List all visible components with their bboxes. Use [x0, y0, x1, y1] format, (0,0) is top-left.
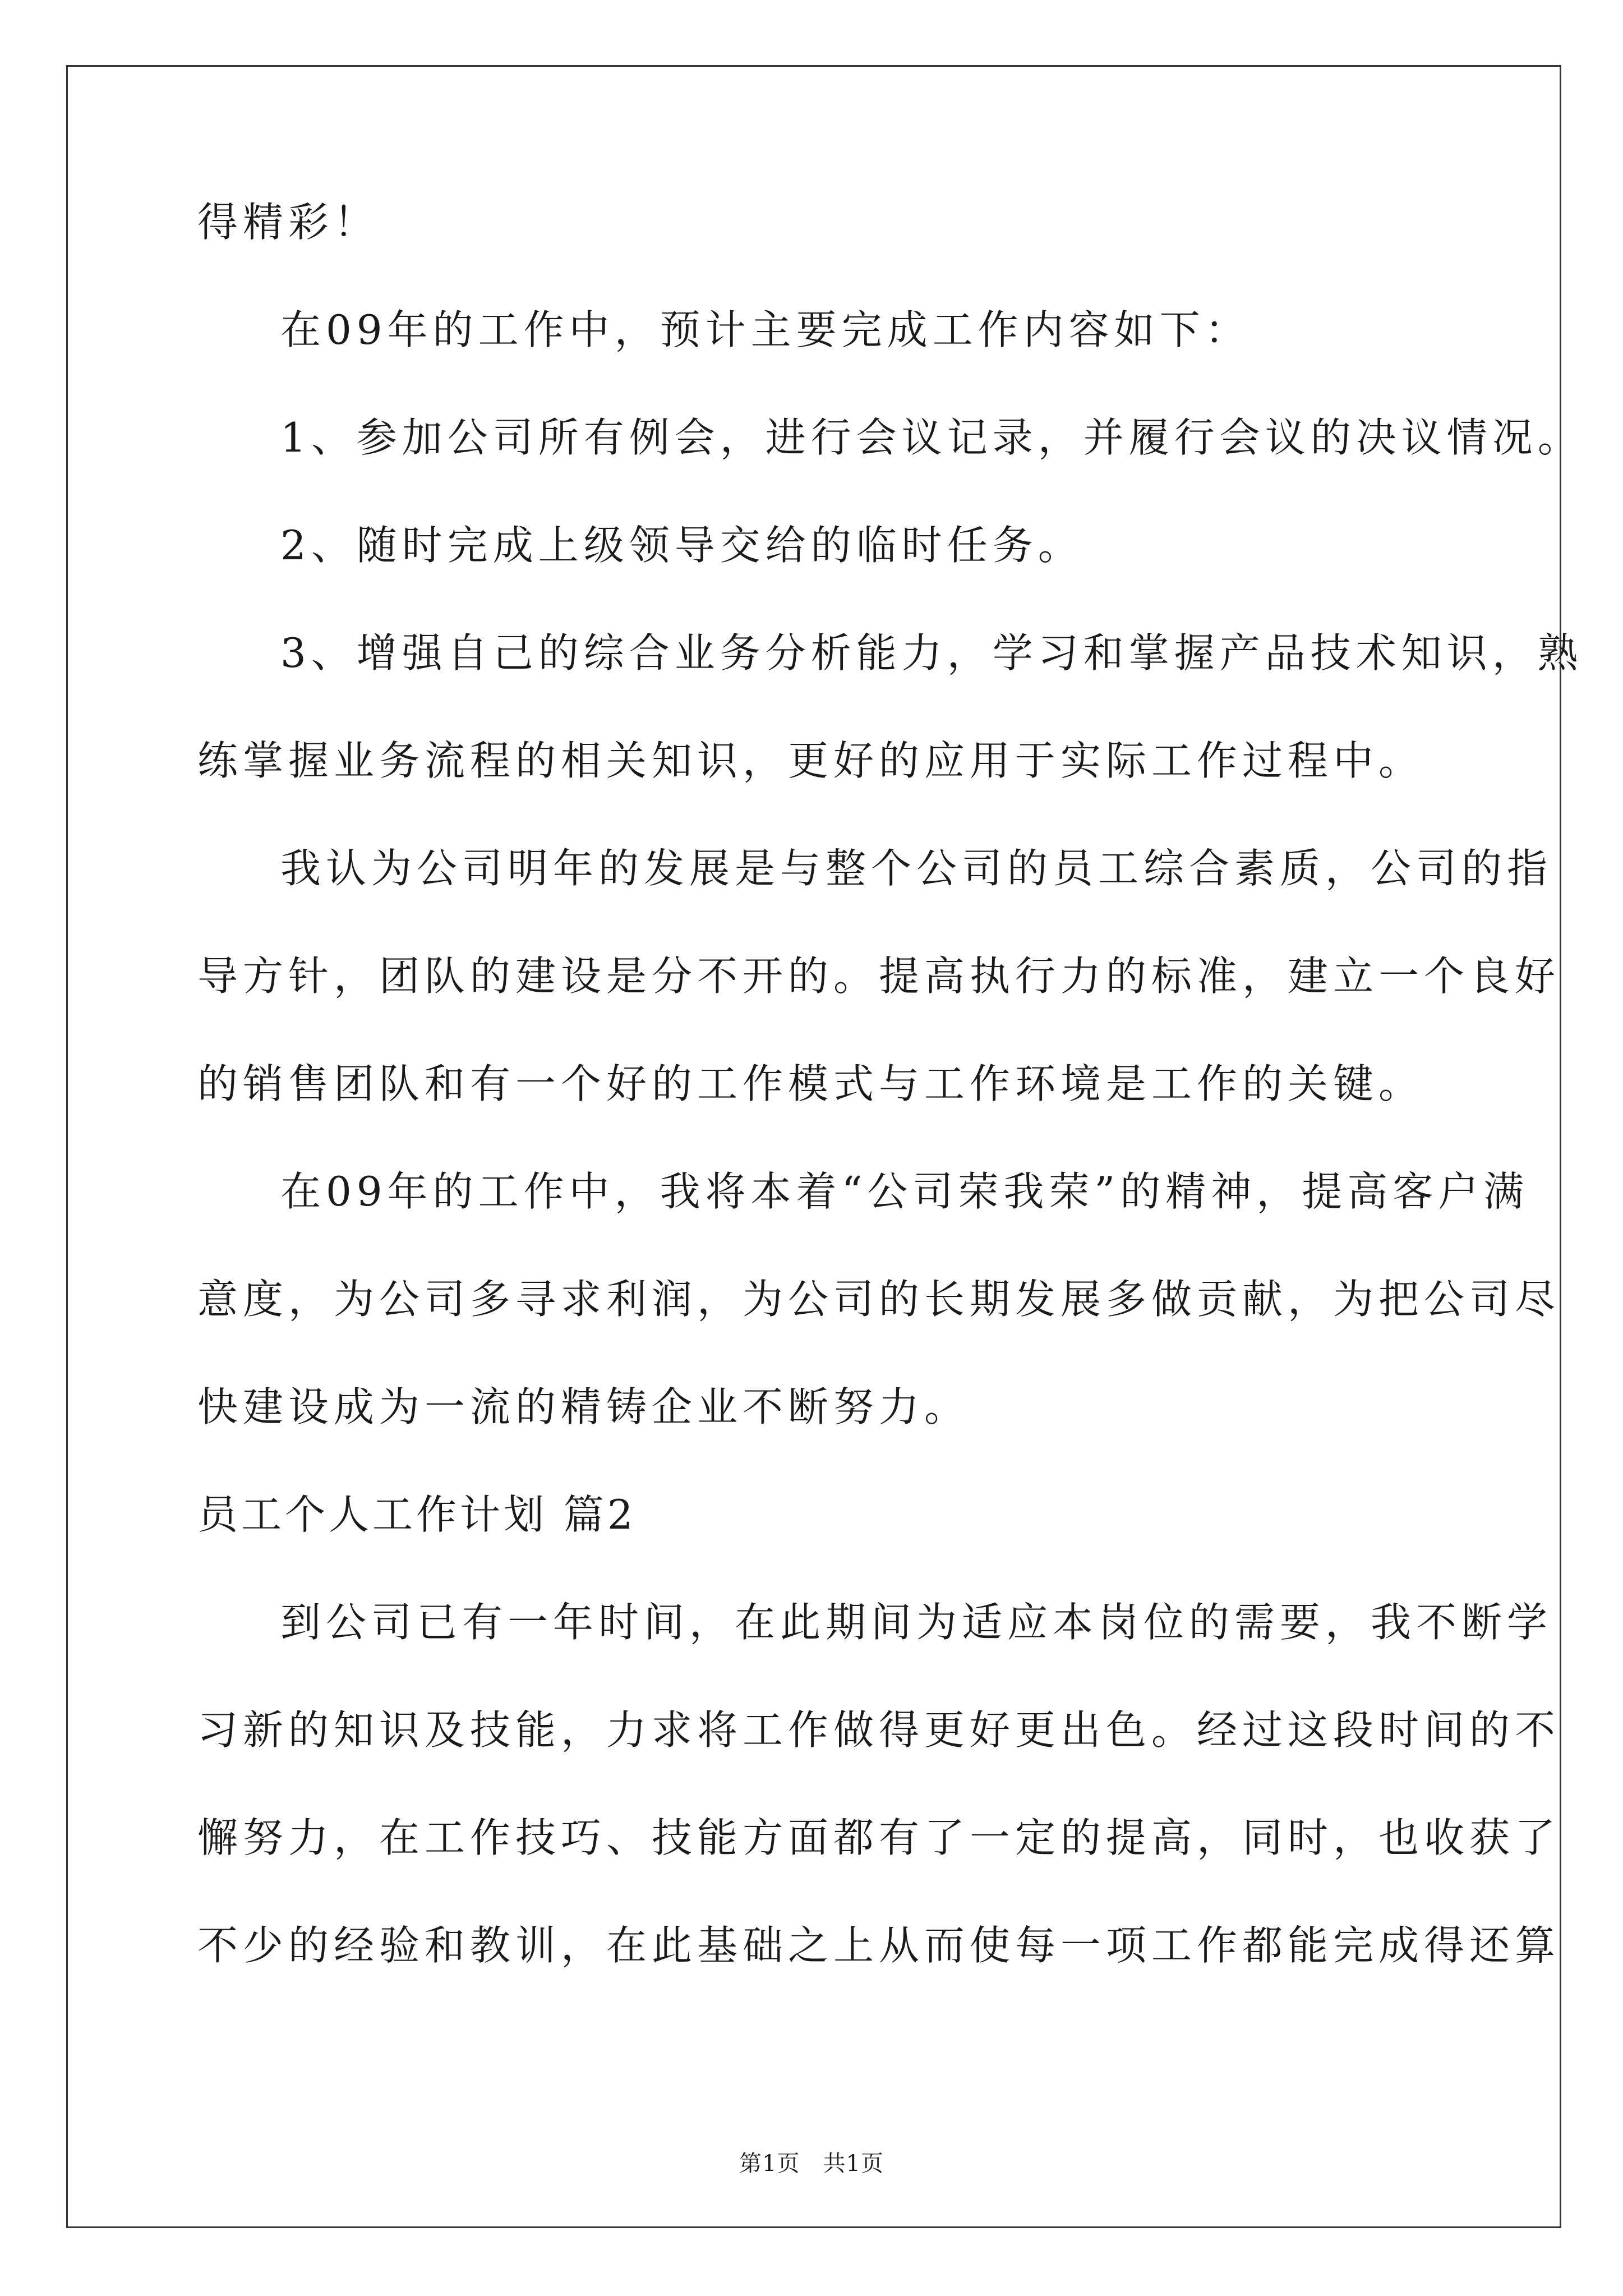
- text-line: 导方针，团队的建设是分不开的。提高执行力的标准，建立一个良好: [197, 953, 1561, 1000]
- text-line: 在09年的工作中，我将本着“公司荣我荣”的精神，提高客户满: [280, 1168, 1529, 1215]
- text-line: 的销售团队和有一个好的工作模式与工作环境是工作的关键。: [197, 1060, 1424, 1107]
- text-line: 习新的知识及技能，力求将工作做得更好更出色。经过这段时间的不: [197, 1706, 1561, 1754]
- text-line: 1、参加公司所有例会，进行会议记录，并履行会议的决议情况。: [280, 414, 1583, 461]
- text-line: 意度，为公司多寻求利润，为公司的长期发展多做贡献，为把公司尽: [197, 1276, 1561, 1323]
- page-footer: 第1页 共1页: [739, 2151, 884, 2177]
- text-line: 练掌握业务流程的相关知识，更好的应用于实际工作过程中。: [197, 737, 1424, 784]
- text-line: 我认为公司明年的发展是与整个公司的员工综合素质，公司的指: [280, 845, 1553, 892]
- text-line: 不少的经验和教训，在此基础之上从而使每一项工作都能完成得还算: [197, 1922, 1561, 1969]
- text-line: 得精彩！: [197, 199, 380, 246]
- section-heading: 员工个人工作计划 篇2: [197, 1491, 637, 1538]
- text-line: 到公司已有一年时间，在此期间为适应本岗位的需要，我不断学: [280, 1599, 1553, 1646]
- text-line: 在09年的工作中，预计主要完成工作内容如下：: [280, 306, 1251, 353]
- text-line: 懈努力，在工作技巧、技能方面都有了一定的提高，同时，也收获了: [197, 1814, 1561, 1861]
- text-line: 快建设成为一流的精铸企业不断努力。: [197, 1383, 970, 1430]
- text-line: 3、增强自己的综合业务分析能力，学习和掌握产品技术知识，熟: [280, 629, 1583, 677]
- text-line: 2、随时完成上级领导交给的临时任务。: [280, 522, 1083, 569]
- page-border: [66, 65, 1561, 2228]
